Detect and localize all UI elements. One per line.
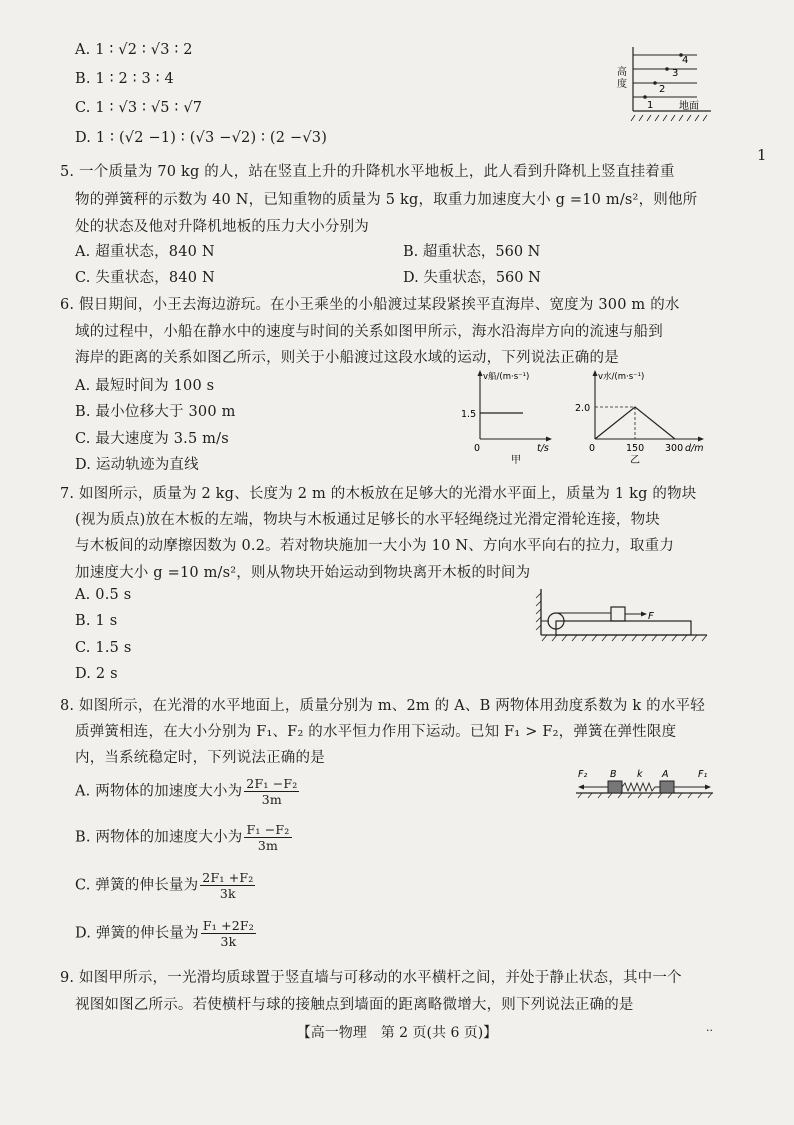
q6-jia-xlabel: t/s xyxy=(537,443,549,454)
q8-option-d-prefix: D. 弹簧的伸长量为 xyxy=(75,925,199,942)
q7-stem-line-1: 7. 如图所示，质量为 2 kg、长度为 2 m 的木板放在足够大的光滑水平面上，质量为 1 kg 的物块 xyxy=(60,486,697,502)
q6-jia-origin: 0 xyxy=(474,443,481,454)
q8-option-a-fraction xyxy=(244,776,299,807)
q6-stem-line-1: 6. 假日期间，小王去海边游玩。在小王乘坐的小船渡过某段紧挨平直海岸、宽度为 300 m 的水 xyxy=(60,297,680,313)
q4-fig-ground-label: 地面 xyxy=(679,101,699,112)
q8-option-a xyxy=(75,776,299,807)
q4-option-d: D. 1 ∶ (√2 −1) ∶ (√3 −√2) ∶ (2 −√3) xyxy=(75,130,328,146)
q6-yi-xlabel: d/m xyxy=(685,443,704,454)
q5-option-b: B. 超重状态，560 N xyxy=(403,244,541,260)
q4-fig-mark-4: 4 xyxy=(682,55,689,66)
q6-yi-ytick: 2.0 xyxy=(575,403,591,414)
q7-stem-line-4: 加速度大小 g =10 m/s²，则从物块开始运动到物块离开木板的时间为 xyxy=(75,565,531,581)
q6-option-b: B. 最小位移大于 300 m xyxy=(75,404,236,420)
q6-jia-ylabel: v船/(m·s⁻¹) xyxy=(483,372,530,382)
q6-graph-jia xyxy=(455,367,555,465)
q8-option-c-numerator: 2F₁ +F₂ xyxy=(202,870,254,885)
q8-option-d-denominator: 3k xyxy=(220,934,237,949)
q4-height-figure xyxy=(615,45,715,123)
q5-option-c: C. 失重状态，840 N xyxy=(75,270,215,286)
q8-fig-label-f2: F₂ xyxy=(578,769,588,780)
q8-fig-block-a xyxy=(660,781,674,793)
q7-stem-line-3: 与木板间的动摩擦因数为 0.2。若对物块施加一大小为 10 N、方向水平向右的拉力，取重力 xyxy=(75,538,675,554)
q8-fig-label-k: k xyxy=(637,769,643,780)
q7-fig-force-label: F xyxy=(648,611,654,622)
q7-option-c: C. 1.5 s xyxy=(75,640,132,656)
q4-fig-mark-1: 1 xyxy=(647,100,654,111)
q8-option-c-prefix: C. 弹簧的伸长量为 xyxy=(75,877,199,894)
q5-stem-line-3: 处的状态及他对升降机地板的压力大小分别为 xyxy=(75,219,369,235)
page-footer: 【高一物理 第 2 页(共 6 页)】 xyxy=(296,1025,498,1041)
q6-jia-caption: 甲 xyxy=(511,455,521,465)
q7-option-a: A. 0.5 s xyxy=(75,587,132,603)
q8-stem-line-1: 8. 如图所示，在光滑的水平地面上，质量分别为 m、2m 的 A、B 两物体用劲度系数为 k 的水平轻 xyxy=(60,698,705,714)
q8-option-b-numerator: F₁ −F₂ xyxy=(246,822,290,837)
q6-option-a: A. 最短时间为 100 s xyxy=(75,378,215,394)
q7-stem-line-2: (视为质点)放在木板的左端，物块与木板通过足够长的水平轻绳绕过光滑定滑轮连接，物块 xyxy=(75,512,661,528)
q8-option-d-numerator: F₁ +2F₂ xyxy=(202,918,254,933)
q4-option-b: B. 1 ∶ 2 ∶ 3 ∶ 4 xyxy=(75,71,174,87)
q6-option-d: D. 运动轨迹为直线 xyxy=(75,457,199,473)
q6-yi-origin: 0 xyxy=(589,443,596,454)
q6-jia-ytick: 1.5 xyxy=(461,409,477,420)
q7-fig-board xyxy=(556,621,691,635)
side-mark: 1 xyxy=(757,146,767,164)
q8-fig-spring xyxy=(622,783,660,791)
q8-option-a-numerator: 2F₁ −F₂ xyxy=(246,776,298,791)
q8-option-d xyxy=(75,918,256,949)
q8-fig-label-f1: F₁ xyxy=(698,769,708,780)
q7-fig-block xyxy=(611,607,625,621)
q8-option-a-prefix: A. 两物体的加速度大小为 xyxy=(75,783,243,800)
q4-option-a: A. 1 ∶ √2 ∶ √3 ∶ 2 xyxy=(75,42,193,58)
q6-yi-ylabel: v水/(m·s⁻¹) xyxy=(598,372,645,382)
q8-option-a-denominator: 3m xyxy=(261,792,282,807)
q6-stem-line-3: 海岸的距离的关系如图乙所示，则关于小船渡过这段水域的运动，下列说法正确的是 xyxy=(75,350,619,366)
q8-option-c xyxy=(75,870,255,901)
q5-option-a: A. 超重状态，840 N xyxy=(75,244,215,260)
q8-spring-figure xyxy=(572,764,717,802)
q6-stem-line-2: 域的过程中，小船在静水中的速度与时间的关系如图甲所示，海水沿海岸方向的流速与船到 xyxy=(75,324,663,340)
q8-option-c-fraction xyxy=(200,870,255,901)
q6-option-c: C. 最大速度为 3.5 m/s xyxy=(75,431,229,447)
q6-yi-xtick-150: 150 xyxy=(626,443,645,454)
q4-option-c: C. 1 ∶ √3 ∶ √5 ∶ √7 xyxy=(75,100,203,116)
q5-stem-line-1: 5. 一个质量为 70 kg 的人，站在竖直上升的升降机水平地板上，此人看到升降机上竖直挂着重 xyxy=(60,164,675,180)
q4-fig-mark-2: 2 xyxy=(659,84,666,95)
q5-stem-line-2: 物的弹簧秤的示数为 40 N，已知重物的质量为 5 kg，取重力加速度大小 g =10 m/s²，则他所 xyxy=(75,192,698,208)
q8-option-c-denominator: 3k xyxy=(219,886,236,901)
q8-stem-line-3: 内，当系统稳定时，下列说法正确的是 xyxy=(75,750,325,766)
q8-fig-label-b: B xyxy=(610,769,617,780)
q9-stem-line-1: 9. 如图甲所示，一光滑均质球置于竖直墙与可移动的水平横杆之间，并处于静止状态，其中一个 xyxy=(60,970,682,986)
q8-stem-line-2: 质弹簧相连，在大小分别为 F₁、F₂ 的水平恒力作用下运动。已知 F₁ > F₂，弹簧在弹性限度 xyxy=(75,724,677,740)
q6-yi-caption: 乙 xyxy=(630,455,640,465)
q8-option-b-fraction xyxy=(244,822,291,853)
q5-option-d: D. 失重状态，560 N xyxy=(403,270,541,286)
q9-stem-line-2: 视图如图乙所示。若使横杆与球的接触点到墙面的距离略微增大，则下列说法正确的是 xyxy=(75,997,634,1013)
q8-fig-block-b xyxy=(608,781,622,793)
q7-option-b: B. 1 s xyxy=(75,613,118,629)
q4-fig-axis-label-bottom: 度 xyxy=(617,79,627,90)
q8-option-d-fraction xyxy=(201,918,256,949)
q6-yi-xtick-300: 300 xyxy=(665,443,684,454)
q6-graph-yi xyxy=(573,367,708,465)
q4-fig-axis-label-top: 高 xyxy=(617,67,627,78)
q8-option-b-denominator: 3m xyxy=(257,838,279,853)
footer-dash: ·· xyxy=(706,1024,713,1037)
q8-option-b xyxy=(75,822,292,853)
q7-board-pulley-figure xyxy=(535,585,713,653)
q8-option-b-prefix: B. 两物体的加速度大小为 xyxy=(75,829,243,846)
q8-fig-label-a: A xyxy=(662,769,669,780)
q7-option-d: D. 2 s xyxy=(75,666,118,682)
q4-fig-mark-3: 3 xyxy=(672,68,679,79)
